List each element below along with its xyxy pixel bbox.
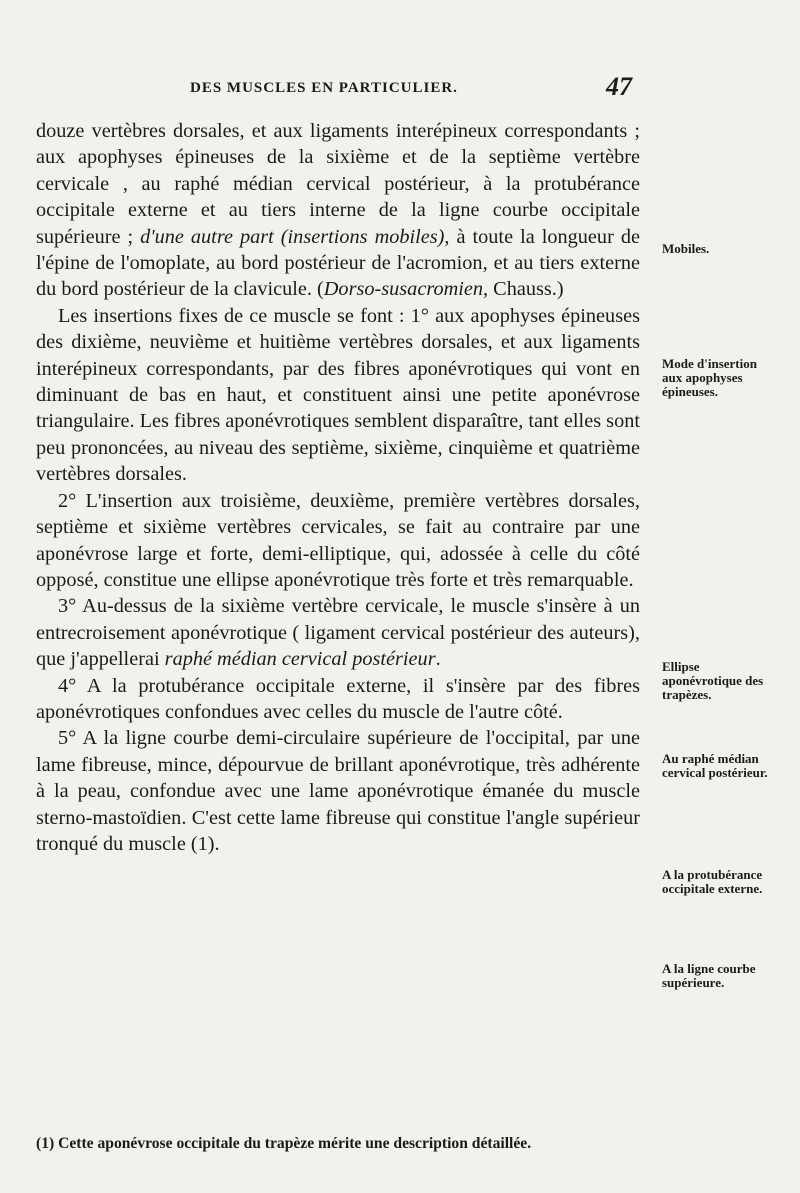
paragraph-1-part-c: , Chauss.) — [483, 278, 564, 301]
margin-note-ellipse: Ellipse aponévrotique des trapèzes. — [662, 659, 764, 702]
footnote: (1) Cette aponévrose occipitale du trapèze mérite une description détaillée. — [36, 1135, 532, 1152]
page-number: 47 — [606, 72, 632, 101]
margin-note-raphe: Au raphé médian cervical postérieur. — [662, 751, 768, 780]
italic-dorso-susacromien: Dorso-susacromien — [323, 278, 484, 301]
margin-note-mobiles: Mobiles. — [662, 241, 710, 256]
paragraph-1 — [36, 118, 640, 303]
body-text — [36, 118, 640, 857]
italic-insertions-mobiles: d'une autre part (insertions mobiles) — [140, 225, 445, 248]
paragraph-4 — [36, 593, 640, 672]
paragraph-3: 2° L'insertion aux troisième, deuxième, première vertèbres dorsales, septième et sixième vertèbres cervicales, se fait au contraire par une aponévrose large et forte, demi-elliptique, qui, adossée à celle du côté opposé, constitue une ellipse aponévrotique très forte et très remarquable. — [36, 489, 640, 591]
paragraph-2: Les insertions fixes de ce muscle se font : 1° aux apophyses épineuses des dixième, neuvième et huitième vertèbres dorsales, et aux ligaments interépineux correspondants, par des fibres aponévrotiques qui vont en diminuant de bas en haut, et constituent ainsi une petite aponévrose triangulaire. Les fibres aponévrotiques semblent disparaître, tant elles sont peu prononcées, au niveau des septième, sixième, cinquième et quatrième vertèbres dorsales. — [36, 304, 640, 486]
margin-note-ligne-courbe: A la ligne courbe supérieure. — [662, 961, 756, 990]
paragraph-1-part-b: , à toute la longueur de l'épine de l'omoplate, au bord postérieur de l'acromion, et au tiers externe du bord postérieur de la clavicule. ( — [36, 225, 640, 301]
paragraph-4-part-b: . — [435, 648, 441, 671]
margin-note-mode-insertion: Mode d'insertion aux apophyses épineuses. — [662, 356, 757, 399]
paragraph-6: 5° A la ligne courbe demi-circulaire supérieure de l'occipital, par une lame fibreuse, mince, dépourvue de brillant aponévrotique, très adhérente à la peau, confondue avec une lame aponévrotique émanée du muscle sterno-mastoïdien. C'est cette lame fibreuse qui constitue l'angle supérieur tronqué du muscle (1). — [36, 727, 640, 855]
paragraph-4-part-a: 3° Au-dessus de la sixième vertèbre cervicale, le muscle s'insère à un entrecroisement aponévrotique ( ligament cervical postérieur des auteurs), que j'appellerai — [36, 595, 640, 671]
italic-raphe-median: raphé médian cervical postérieur — [164, 648, 436, 671]
running-head: DES MUSCLES EN PARTICULIER. — [190, 80, 458, 96]
margin-note-protuberance: A la protubérance occipitale externe. — [662, 867, 763, 896]
paragraph-5: 4° A la protubérance occipitale externe, il s'insère par des fibres aponévrotiques confondues avec celles du muscle de l'autre côté. — [36, 674, 640, 723]
paragraph-1-part-a: douze vertèbres dorsales, et aux ligaments interépineux correspondants ; aux apophyses épineuses de la sixième et de la septième vertèbre cervicale , au raphé médian cervical postérieur, à la protubérance occipitale externe et au tiers interne de la ligne courbe occipitale supérieure ; — [36, 120, 640, 248]
